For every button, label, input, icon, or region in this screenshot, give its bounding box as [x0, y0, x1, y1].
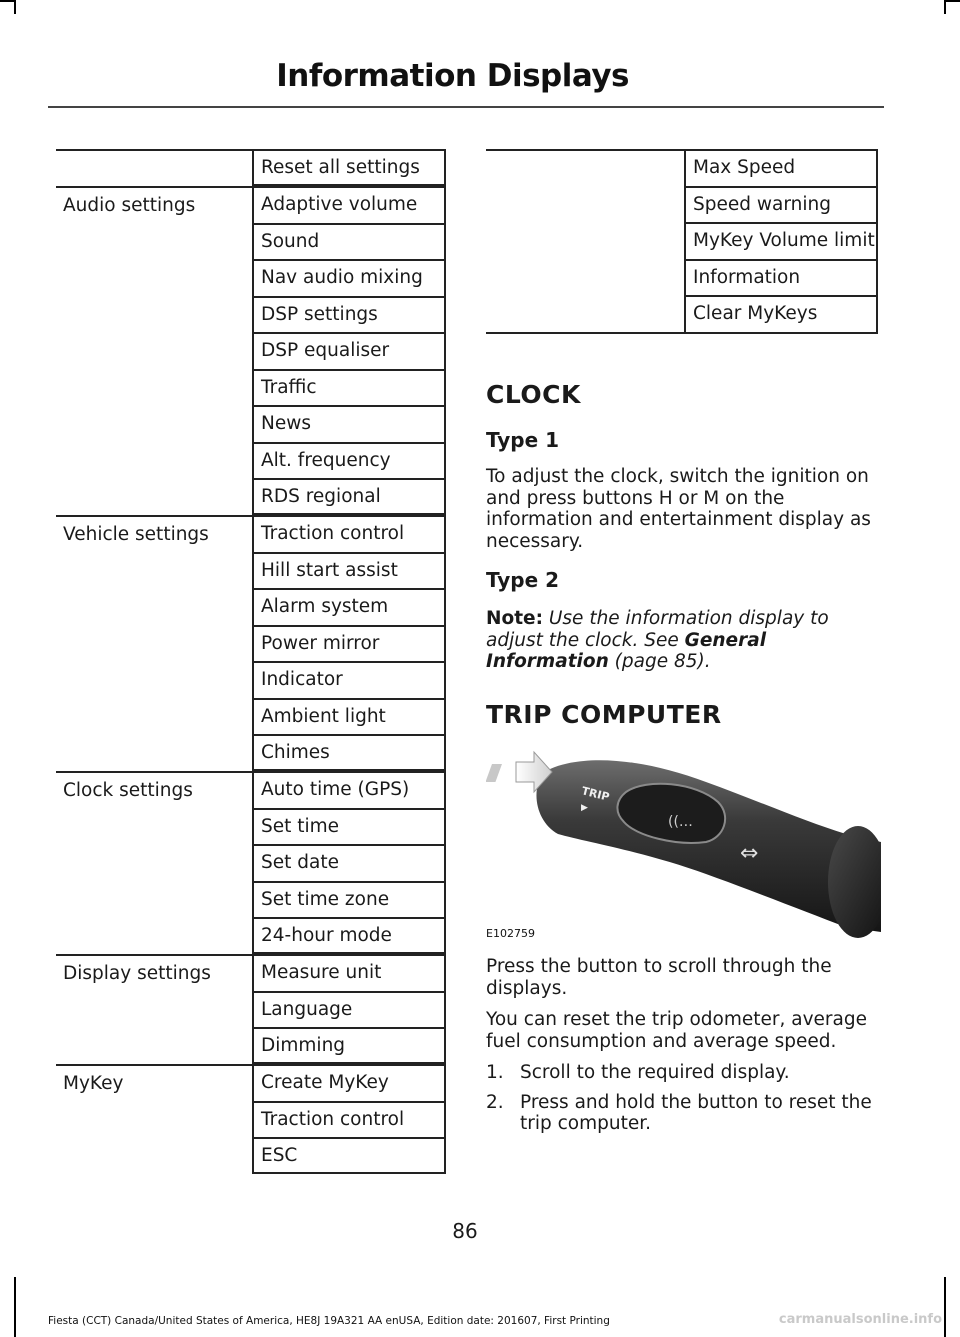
- type1-block: [486, 428, 881, 552]
- menu-category: Display settings: [56, 954, 252, 1064]
- settings-menu-table: [56, 149, 446, 1174]
- menu-items: [252, 1064, 446, 1174]
- menu-item: ESC: [254, 1137, 444, 1174]
- crop-mark: [14, 0, 16, 14]
- menu-category: Clock settings: [56, 771, 252, 954]
- menu-item: Auto time (GPS): [254, 771, 444, 808]
- clock-note: [486, 608, 881, 673]
- menu-item: Create MyKey: [254, 1064, 444, 1101]
- menu-item: Nav audio mixing: [254, 259, 444, 296]
- trip-stalk-illustration: [486, 742, 881, 942]
- menu-group: [56, 149, 446, 186]
- list-item: [486, 1092, 881, 1135]
- menu-item: News: [254, 405, 444, 442]
- note-text: Use the information display to adjust the clock. See: [486, 608, 829, 651]
- menu-item: Measure unit: [254, 954, 444, 991]
- menu-category: MyKey: [56, 1064, 252, 1174]
- menu-item: Alarm system: [254, 588, 444, 625]
- menu-group: [56, 186, 446, 515]
- menu-group: [486, 149, 878, 332]
- menu-item: RDS regional: [254, 478, 444, 515]
- step-text: Press and hold the button to reset the trip computer.: [520, 1091, 872, 1134]
- menu-item: MyKey Volume limit: [686, 222, 876, 259]
- note-page-ref: (page 85).: [614, 651, 711, 672]
- menu-item: Set date: [254, 844, 444, 881]
- clock-section: [486, 380, 881, 409]
- menu-items: [252, 771, 446, 954]
- menu-group: [56, 954, 446, 1064]
- menu-item: Speed warning: [686, 186, 876, 223]
- menu-item: Power mirror: [254, 625, 444, 662]
- menu-group: [56, 1064, 446, 1174]
- svg-text:⇔: ⇔: [740, 841, 759, 866]
- header-divider: [48, 106, 884, 108]
- menu-item: Indicator: [254, 661, 444, 698]
- svg-text:((…: ((…: [668, 814, 693, 830]
- menu-items: [252, 149, 446, 186]
- crop-mark: [944, 0, 946, 14]
- trip-stalk-svg: [486, 742, 881, 942]
- menu-item: DSP equaliser: [254, 332, 444, 369]
- page-number: 86: [452, 1219, 478, 1243]
- menu-item: Adaptive volume: [254, 186, 444, 223]
- type2-block: [486, 568, 881, 673]
- step-text: Scroll to the required display.: [520, 1062, 790, 1083]
- page-title: Information Displays: [276, 58, 629, 94]
- menu-group: [56, 515, 446, 771]
- note-label: Note:: [486, 608, 543, 629]
- svg-text:▶: ▶: [581, 803, 588, 813]
- menu-item: Reset all settings: [254, 149, 444, 186]
- menu-item: Chimes: [254, 734, 444, 771]
- type1-text: To adjust the clock, switch the ignition on and press buttons H or M on the information and entertainment display as necessary.: [486, 466, 871, 552]
- menu-item: Alt. frequency: [254, 442, 444, 479]
- menu-items: [252, 954, 446, 1064]
- menu-item: Traction control: [254, 1101, 444, 1138]
- trip-heading-block: [486, 700, 881, 729]
- menu-item: Set time: [254, 808, 444, 845]
- menu-item: 24-hour mode: [254, 917, 444, 954]
- crop-mark: [0, 0, 14, 2]
- type2-heading: Type 2: [486, 568, 560, 592]
- menu-items: [252, 186, 446, 515]
- menu-items: [684, 149, 878, 332]
- menu-item: Traffic: [254, 369, 444, 406]
- menu-item: Max Speed: [686, 149, 876, 186]
- menu-item: Language: [254, 991, 444, 1028]
- menu-item: Clear MyKeys: [686, 295, 876, 332]
- menu-item: Dimming: [254, 1027, 444, 1064]
- menu-item: Set time zone: [254, 881, 444, 918]
- general-information-link[interactable]: General Information: [486, 629, 767, 672]
- figure-code: E102759: [486, 927, 535, 940]
- menu-group: [56, 771, 446, 954]
- menu-category: [486, 149, 684, 332]
- list-item: [486, 1062, 881, 1084]
- trip-label: TRIP: [580, 784, 611, 804]
- crop-mark: [946, 0, 960, 2]
- type1-heading: Type 1: [486, 428, 560, 452]
- menu-item: DSP settings: [254, 296, 444, 333]
- step-number: 1.: [486, 1062, 504, 1083]
- crop-mark: [944, 1277, 946, 1337]
- menu-category: Vehicle settings: [56, 515, 252, 771]
- menu-item: Ambient light: [254, 698, 444, 735]
- trip-computer-heading: TRIP COMPUTER: [486, 700, 722, 729]
- menu-item: Sound: [254, 223, 444, 260]
- trip-text-block: [486, 956, 881, 1143]
- mykey-menu-table: [486, 149, 878, 334]
- clock-heading: CLOCK: [486, 380, 581, 409]
- step-number: 2.: [486, 1091, 504, 1113]
- footer-edition: Fiesta (CCT) Canada/United States of America, HE8J 19A321 AA enUSA, Edition date: 201607, First Printing: [48, 1315, 610, 1327]
- watermark: carmanualsonline.info: [778, 1312, 942, 1327]
- crop-mark: [14, 1277, 16, 1337]
- menu-category: Audio settings: [56, 186, 252, 515]
- menu-items: [252, 515, 446, 771]
- trip-para-1: Press the button to scroll through the displays.: [486, 956, 832, 999]
- trip-para-2: You can reset the trip odometer, average fuel consumption and average speed.: [486, 1009, 868, 1052]
- menu-item: Traction control: [254, 515, 444, 552]
- menu-item: Hill start assist: [254, 552, 444, 589]
- trip-steps-list: [486, 1062, 881, 1135]
- menu-item: Information: [686, 259, 876, 296]
- menu-category: [56, 149, 252, 186]
